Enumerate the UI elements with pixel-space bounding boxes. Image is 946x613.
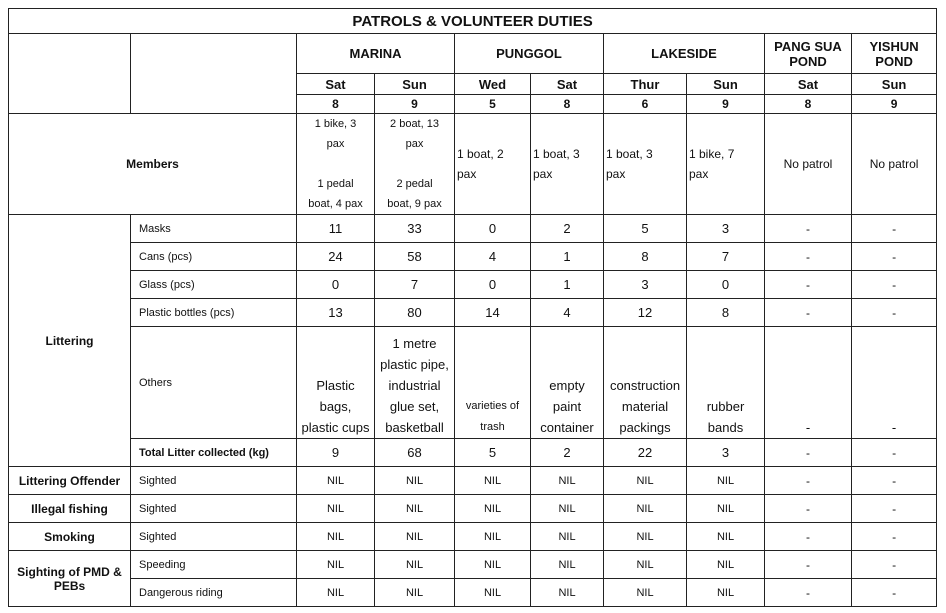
value-cell: NIL	[375, 551, 455, 579]
value-cell: -	[852, 299, 937, 327]
value-cell: NIL	[375, 579, 455, 607]
row-label: Sighted	[131, 523, 297, 551]
others-cell: 1 metre plastic pipe, industrial glue set, basketball	[375, 327, 455, 439]
littering-category: Littering	[9, 215, 131, 467]
day-cell: Sun	[375, 74, 455, 95]
value-cell: -	[765, 299, 852, 327]
date-cell: 8	[531, 95, 604, 114]
value-cell: 24	[297, 243, 375, 271]
members-cell: No patrol	[765, 114, 852, 215]
blank-header-cell	[131, 34, 297, 114]
others-cell: empty paint container	[531, 327, 604, 439]
offence-category: Littering Offender	[9, 467, 131, 495]
value-cell: 8	[687, 299, 765, 327]
value-cell: -	[852, 523, 937, 551]
date-cell: 8	[297, 95, 375, 114]
members-cell: 1 bike, 3 pax 1 pedal boat, 4 pax	[297, 114, 375, 215]
value-cell: NIL	[455, 579, 531, 607]
date-cell: 9	[375, 95, 455, 114]
value-cell: NIL	[531, 467, 604, 495]
value-cell: 4	[455, 243, 531, 271]
row-label: Plastic bottles (pcs)	[131, 299, 297, 327]
others-cell: Plastic bags, plastic cups	[297, 327, 375, 439]
value-cell: 0	[455, 215, 531, 243]
members-cell: No patrol	[852, 114, 937, 215]
day-cell: Sun	[687, 74, 765, 95]
value-cell: NIL	[375, 495, 455, 523]
value-cell: -	[765, 439, 852, 467]
value-cell: -	[765, 243, 852, 271]
members-cell: 2 boat, 13 pax 2 pedal boat, 9 pax	[375, 114, 455, 215]
value-cell: 3	[687, 439, 765, 467]
row-label: Sighted	[131, 467, 297, 495]
value-cell: NIL	[604, 467, 687, 495]
row-label: Cans (pcs)	[131, 243, 297, 271]
value-cell: NIL	[455, 523, 531, 551]
day-cell: Sat	[297, 74, 375, 95]
location-pang-sua-pond: PANG SUA POND	[765, 34, 852, 74]
value-cell: 0	[455, 271, 531, 299]
value-cell: 5	[604, 215, 687, 243]
value-cell: NIL	[375, 523, 455, 551]
value-cell: -	[765, 271, 852, 299]
value-cell: 1	[531, 243, 604, 271]
location-marina: MARINA	[297, 34, 455, 74]
value-cell: -	[765, 523, 852, 551]
value-cell: NIL	[297, 467, 375, 495]
day-cell: Thur	[604, 74, 687, 95]
day-cell: Wed	[455, 74, 531, 95]
row-label: Speeding	[131, 551, 297, 579]
value-cell: 33	[375, 215, 455, 243]
row-label: Dangerous riding	[131, 579, 297, 607]
value-cell: NIL	[455, 467, 531, 495]
value-cell: 8	[604, 243, 687, 271]
others-cell: -	[852, 327, 937, 439]
value-cell: 1	[531, 271, 604, 299]
value-cell: NIL	[687, 551, 765, 579]
value-cell: 7	[687, 243, 765, 271]
value-cell: 5	[455, 439, 531, 467]
value-cell: 22	[604, 439, 687, 467]
value-cell: -	[852, 495, 937, 523]
value-cell: 2	[531, 215, 604, 243]
row-label: Sighted	[131, 495, 297, 523]
members-label: Members	[9, 114, 297, 215]
value-cell: 7	[375, 271, 455, 299]
value-cell: NIL	[297, 523, 375, 551]
value-cell: 58	[375, 243, 455, 271]
date-cell: 5	[455, 95, 531, 114]
value-cell: NIL	[297, 551, 375, 579]
date-cell: 8	[765, 95, 852, 114]
value-cell: NIL	[687, 523, 765, 551]
location-lakeside: LAKESIDE	[604, 34, 765, 74]
value-cell: NIL	[687, 579, 765, 607]
value-cell: NIL	[375, 467, 455, 495]
value-cell: NIL	[455, 495, 531, 523]
value-cell: NIL	[297, 495, 375, 523]
value-cell: NIL	[604, 495, 687, 523]
members-cell: 1 boat, 2 pax	[455, 114, 531, 215]
value-cell: -	[852, 579, 937, 607]
location-yishun-pond: YISHUN POND	[852, 34, 937, 74]
row-label: Total Litter collected (kg)	[131, 439, 297, 467]
date-cell: 6	[604, 95, 687, 114]
value-cell: NIL	[687, 467, 765, 495]
date-cell: 9	[852, 95, 937, 114]
value-cell: -	[852, 439, 937, 467]
value-cell: 12	[604, 299, 687, 327]
day-cell: Sat	[531, 74, 604, 95]
value-cell: NIL	[531, 551, 604, 579]
value-cell: NIL	[297, 579, 375, 607]
value-cell: NIL	[531, 523, 604, 551]
location-punggol: PUNGGOL	[455, 34, 604, 74]
value-cell: 68	[375, 439, 455, 467]
row-label: Others	[131, 327, 297, 439]
pmd-category: Sighting of PMD & PEBs	[9, 551, 131, 607]
value-cell: -	[852, 467, 937, 495]
value-cell: 13	[297, 299, 375, 327]
offence-category: Smoking	[9, 523, 131, 551]
value-cell: -	[765, 579, 852, 607]
value-cell: -	[852, 271, 937, 299]
row-label: Glass (pcs)	[131, 271, 297, 299]
value-cell: NIL	[455, 551, 531, 579]
value-cell: -	[765, 551, 852, 579]
value-cell: -	[852, 215, 937, 243]
value-cell: 0	[297, 271, 375, 299]
value-cell: 3	[687, 215, 765, 243]
day-cell: Sat	[765, 74, 852, 95]
value-cell: NIL	[531, 579, 604, 607]
members-cell: 1 boat, 3 pax	[604, 114, 687, 215]
value-cell: 80	[375, 299, 455, 327]
value-cell: NIL	[604, 551, 687, 579]
others-cell: construction material packings	[604, 327, 687, 439]
offence-category: Illegal fishing	[9, 495, 131, 523]
others-cell: varieties of trash	[455, 327, 531, 439]
members-cell: 1 boat, 3 pax	[531, 114, 604, 215]
others-cell: -	[765, 327, 852, 439]
value-cell: -	[852, 243, 937, 271]
value-cell: 3	[604, 271, 687, 299]
value-cell: 11	[297, 215, 375, 243]
value-cell: -	[765, 467, 852, 495]
value-cell: -	[765, 495, 852, 523]
value-cell: 0	[687, 271, 765, 299]
row-label: Masks	[131, 215, 297, 243]
day-cell: Sun	[852, 74, 937, 95]
value-cell: 4	[531, 299, 604, 327]
value-cell: -	[852, 551, 937, 579]
value-cell: -	[765, 215, 852, 243]
others-cell: rubber bands	[687, 327, 765, 439]
date-cell: 9	[687, 95, 765, 114]
blank-header-cell	[9, 34, 131, 114]
value-cell: 2	[531, 439, 604, 467]
value-cell: NIL	[604, 579, 687, 607]
value-cell: NIL	[604, 523, 687, 551]
value-cell: 9	[297, 439, 375, 467]
patrol-duties-table	[8, 8, 937, 607]
value-cell: NIL	[687, 495, 765, 523]
members-cell: 1 bike, 7 pax	[687, 114, 765, 215]
table-title: PATROLS & VOLUNTEER DUTIES	[9, 9, 937, 34]
value-cell: 14	[455, 299, 531, 327]
value-cell: NIL	[531, 495, 604, 523]
